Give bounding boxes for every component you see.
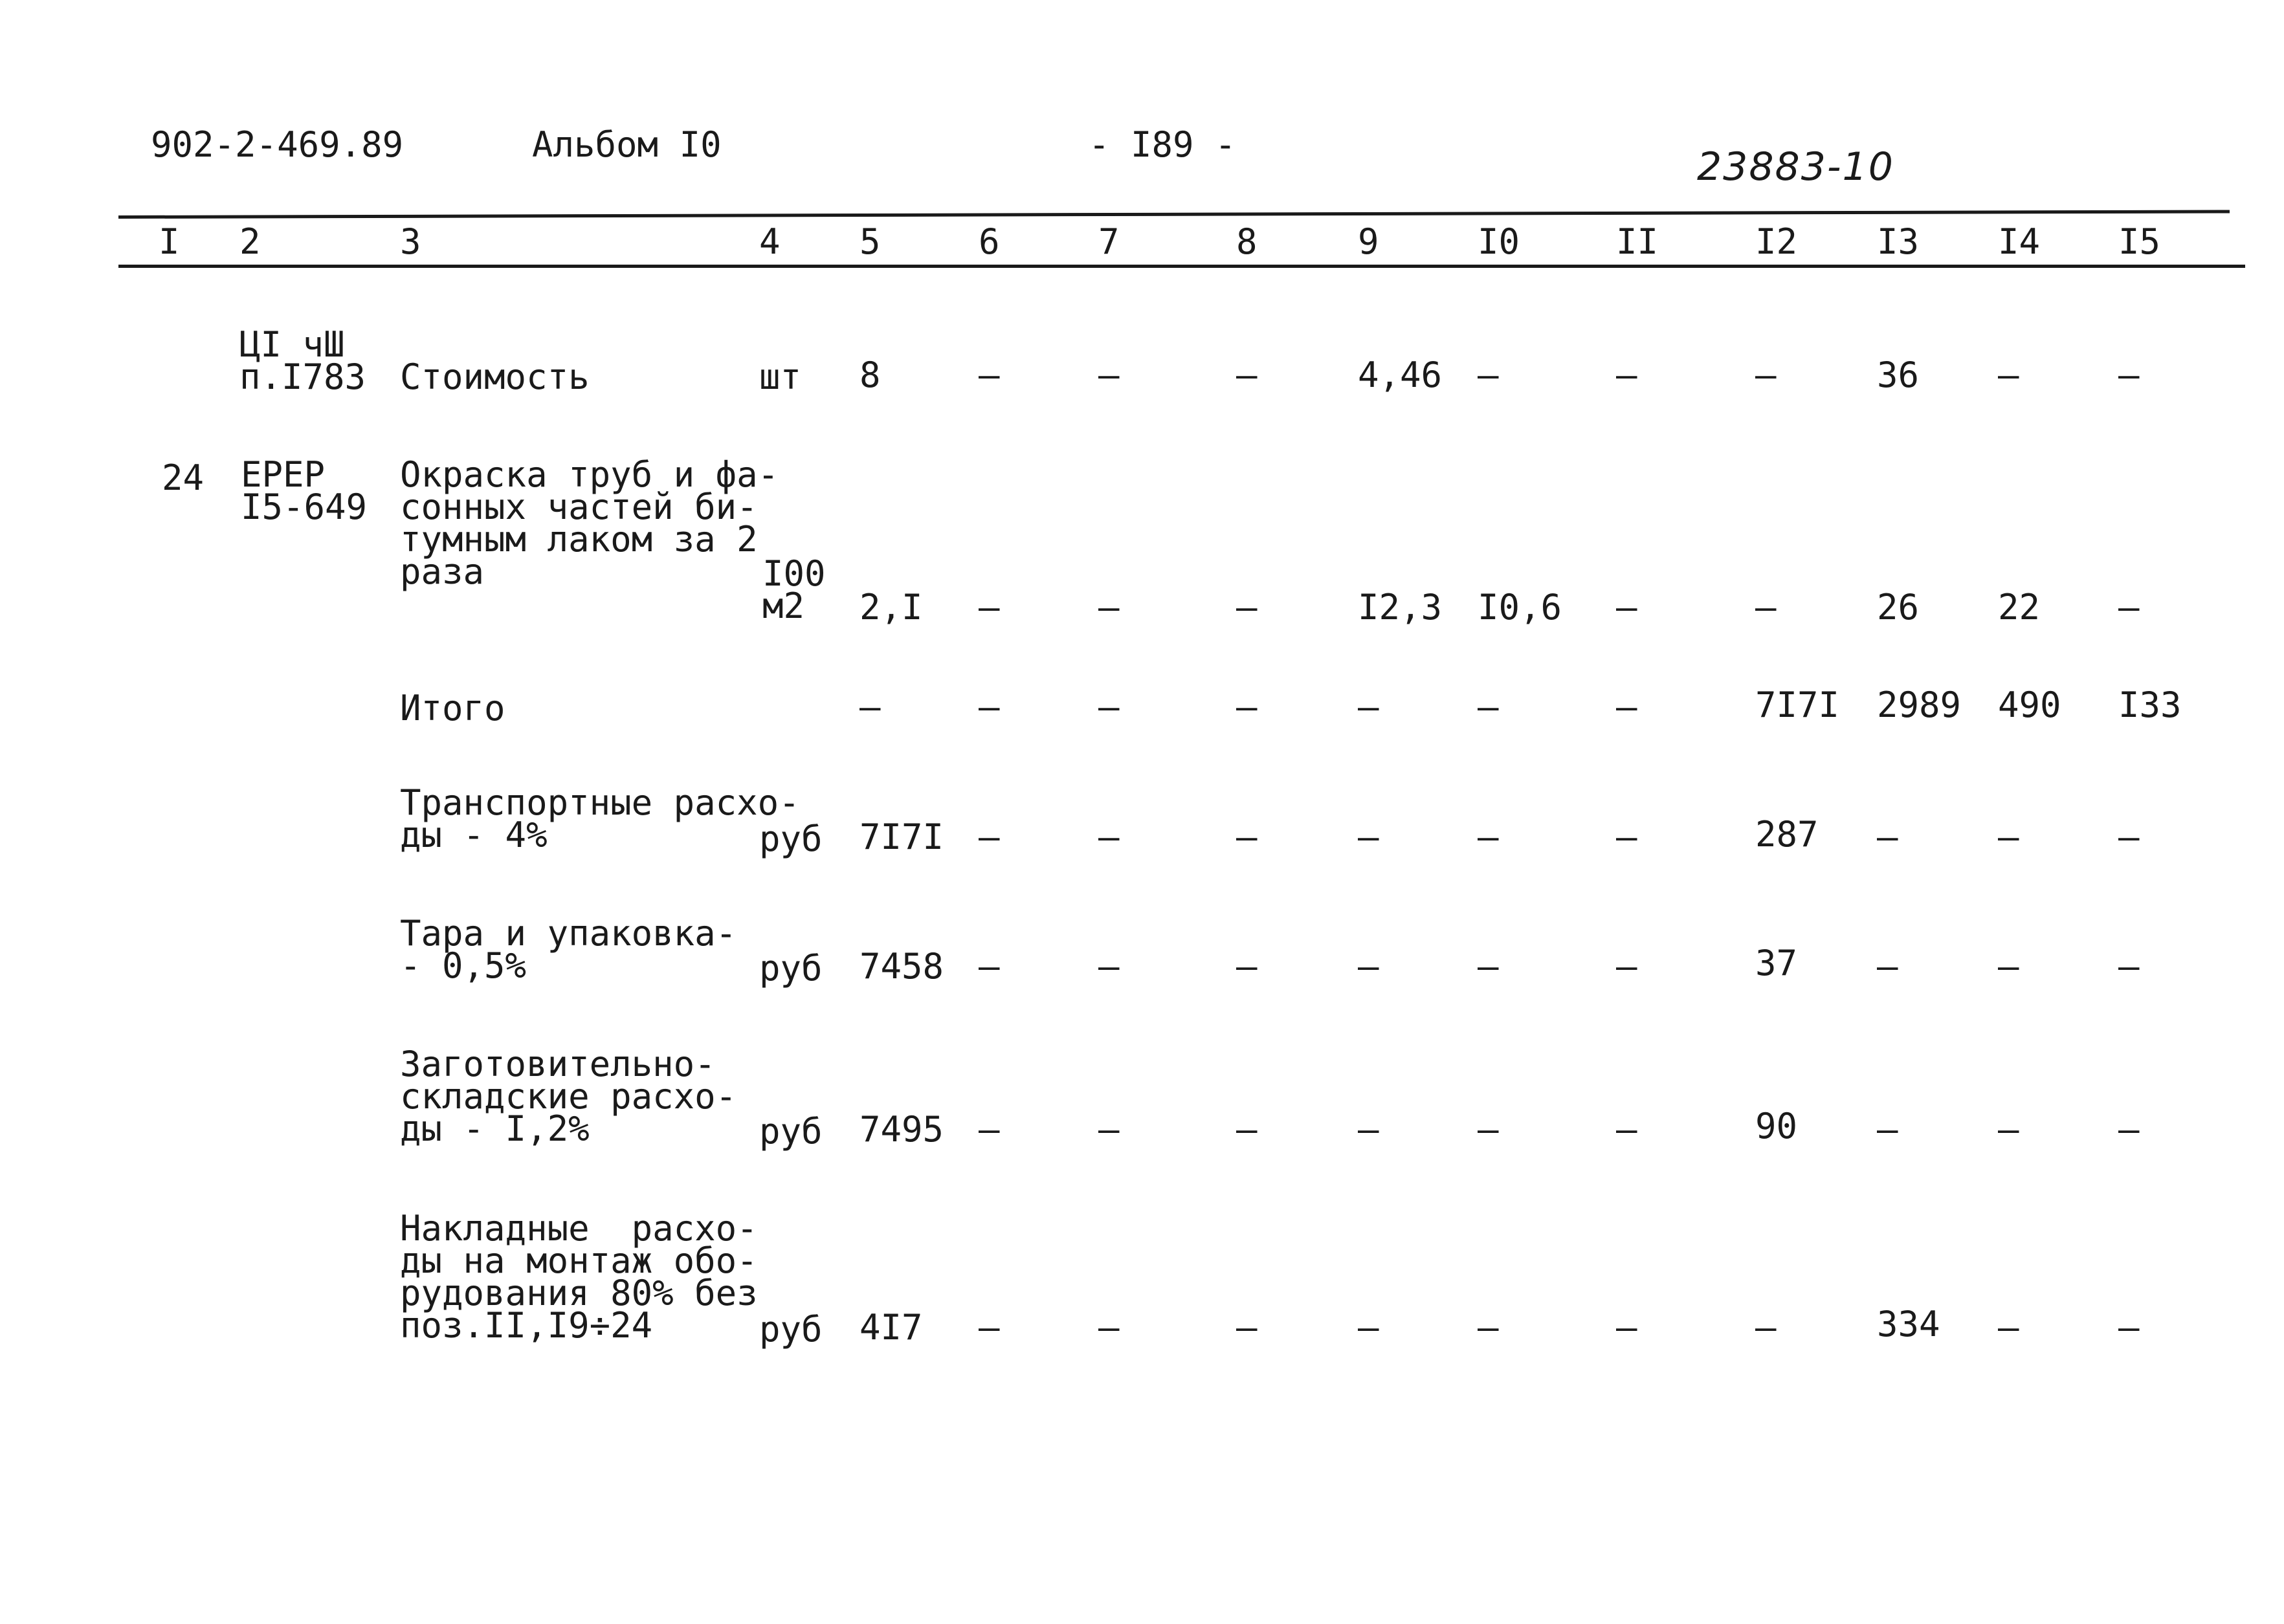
row-col-8: – xyxy=(1236,686,1258,727)
row-col-11: – xyxy=(1616,946,1637,987)
table-top-rule xyxy=(118,210,2230,219)
column-header-8: 8 xyxy=(1236,221,1258,262)
column-header-14: I4 xyxy=(1998,221,2041,262)
row-col-15: I33 xyxy=(2118,685,2182,725)
row-name: Тара и упаковка- - 0,5% xyxy=(400,913,737,986)
column-header-15: I5 xyxy=(2118,221,2161,262)
row-col-14: 22 xyxy=(1998,587,2041,628)
row-col-12: – xyxy=(1755,355,1777,395)
row-col-11: – xyxy=(1616,1307,1637,1348)
row-col-6: – xyxy=(979,1307,1000,1348)
row-col-9: – xyxy=(1358,686,1379,727)
column-header-13: I3 xyxy=(1877,221,1920,262)
row-col-15: – xyxy=(2118,1307,2140,1348)
row-col-10: – xyxy=(1478,817,1499,857)
row-unit: руб xyxy=(759,1309,823,1350)
row-col-7: – xyxy=(1098,686,1120,727)
row-col-14: – xyxy=(1998,355,2019,395)
row-col-13: 334 xyxy=(1877,1304,1940,1344)
column-header-11: II xyxy=(1616,221,1659,262)
document-code: 902-2-469.89 xyxy=(151,124,404,165)
row-col-11: – xyxy=(1616,1109,1637,1150)
row-code: ЦI чШ п.I783 xyxy=(239,324,366,397)
row-col-13: 36 xyxy=(1877,355,1920,395)
row-name: Итого xyxy=(400,688,505,729)
row-col-13: – xyxy=(1877,817,1898,857)
row-unit: руб xyxy=(759,948,823,989)
row-col-12: 90 xyxy=(1755,1106,1798,1147)
row-col-10: – xyxy=(1478,686,1499,727)
column-header-5: 5 xyxy=(859,221,881,262)
column-header-2: 2 xyxy=(239,221,261,262)
row-col-15: – xyxy=(2118,946,2140,987)
row-col-11: – xyxy=(1616,817,1637,857)
album-label: Альбом I0 xyxy=(532,124,722,165)
row-col-12: – xyxy=(1755,1307,1777,1348)
row-col-15: – xyxy=(2118,587,2140,628)
row-col-8: – xyxy=(1236,1307,1258,1348)
row-col-11: – xyxy=(1616,686,1637,727)
row-col-5: 7495 xyxy=(859,1109,944,1150)
row-name: Стоимость xyxy=(400,357,590,397)
row-col-14: 490 xyxy=(1998,685,2061,725)
row-col-7: – xyxy=(1098,355,1120,395)
column-header-6: 6 xyxy=(979,221,1000,262)
row-col-9: – xyxy=(1358,1109,1379,1150)
row-col-9: – xyxy=(1358,817,1379,857)
row-col-15: – xyxy=(2118,355,2140,395)
row-col-7: – xyxy=(1098,946,1120,987)
row-col-6: – xyxy=(979,587,1000,628)
column-header-4: 4 xyxy=(759,221,781,262)
row-col-7: – xyxy=(1098,1307,1120,1348)
row-col-10: I0,6 xyxy=(1478,587,1562,628)
row-name: Заготовительно- складские расхо- ды - I,2% xyxy=(400,1044,737,1149)
row-col-14: – xyxy=(1998,817,2019,857)
row-col-9: I2,3 xyxy=(1358,587,1443,628)
row-col-11: – xyxy=(1616,355,1637,395)
row-col-12: 7I7I xyxy=(1755,685,1840,725)
row-col-7: – xyxy=(1098,1109,1120,1150)
page-number: - I89 - xyxy=(1089,124,1236,165)
row-unit: руб xyxy=(759,818,823,859)
row-col-14: – xyxy=(1998,1109,2019,1150)
column-header-12: I2 xyxy=(1755,221,1798,262)
archive-stamp: 23883-10 xyxy=(1697,144,1894,190)
row-col-5: 8 xyxy=(859,355,881,395)
row-col-9: – xyxy=(1358,946,1379,987)
row-col-10: – xyxy=(1478,1109,1499,1150)
row-unit: I00 м2 xyxy=(762,553,826,626)
row-col-5: 4I7 xyxy=(859,1307,923,1348)
column-header-10: I0 xyxy=(1478,221,1520,262)
column-header-9: 9 xyxy=(1358,221,1379,262)
row-col-14: – xyxy=(1998,946,2019,987)
row-col-8: – xyxy=(1236,1109,1258,1150)
row-col-5: 7I7I xyxy=(859,817,944,857)
row-col-11: – xyxy=(1616,587,1637,628)
row-col-8: – xyxy=(1236,355,1258,395)
row-col-6: – xyxy=(979,686,1000,727)
row-col-6: – xyxy=(979,817,1000,857)
row-col-13: 2989 xyxy=(1877,685,1962,725)
row-name: Транспортные расхо- ды - 4% xyxy=(400,782,800,855)
row-col-8: – xyxy=(1236,946,1258,987)
row-col-15: – xyxy=(2118,1109,2140,1150)
row-col-14: – xyxy=(1998,1307,2019,1348)
row-col-6: – xyxy=(979,946,1000,987)
row-col-9: 4,46 xyxy=(1358,355,1443,395)
table-header-bottom-rule xyxy=(118,265,2245,268)
row-col-12: 37 xyxy=(1755,943,1798,983)
row-col-9: – xyxy=(1358,1307,1379,1348)
row-col-12: 287 xyxy=(1755,814,1819,855)
row-col-13: – xyxy=(1877,1109,1898,1150)
row-col-6: – xyxy=(979,1109,1000,1150)
row-name: Окраска труб и фа- сонных частей би- тумным лаком за 2 раза xyxy=(400,454,779,592)
row-col-12: – xyxy=(1755,587,1777,628)
row-unit: шт xyxy=(759,357,802,397)
column-header-1: I xyxy=(159,221,180,262)
row-col-5: 7458 xyxy=(859,946,944,987)
row-col-10: – xyxy=(1478,946,1499,987)
row-col-10: – xyxy=(1478,1307,1499,1348)
row-col-8: – xyxy=(1236,587,1258,628)
row-col-15: – xyxy=(2118,817,2140,857)
row-col-7: – xyxy=(1098,817,1120,857)
row-number: 24 xyxy=(162,457,205,498)
column-header-7: 7 xyxy=(1098,221,1120,262)
row-col-5: 2,I xyxy=(859,587,923,628)
row-col-7: – xyxy=(1098,587,1120,628)
row-name: Накладные расхо- ды на монтаж обо- рудования 80% без поз.II,I9÷24 xyxy=(400,1208,758,1346)
row-col-13: 26 xyxy=(1877,587,1920,628)
row-col-10: – xyxy=(1478,355,1499,395)
row-col-13: – xyxy=(1877,946,1898,987)
column-header-3: 3 xyxy=(400,221,421,262)
row-code: ЕРЕР I5-649 xyxy=(241,454,368,527)
row-col-8: – xyxy=(1236,817,1258,857)
row-col-6: – xyxy=(979,355,1000,395)
row-unit: руб xyxy=(759,1111,823,1152)
row-col-5: – xyxy=(859,686,881,727)
